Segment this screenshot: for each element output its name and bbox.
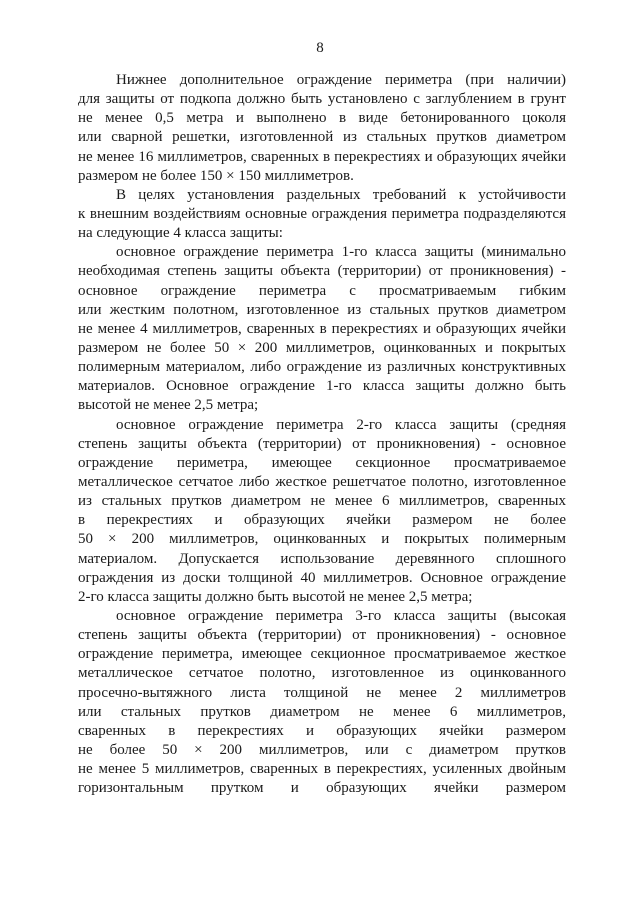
text-line: необходимая степень защиты объекта (территории) от проникновения) -	[78, 263, 566, 280]
text-line: материалом. Допускается использование деревянного сплошного	[78, 550, 566, 567]
paragraph-underground-barrier	[78, 71, 566, 186]
paragraph-class-2	[78, 416, 566, 607]
text-line: полимерным материалом, либо ограждение из различных конструктивных	[78, 359, 566, 376]
text-line: степень защиты объекта (территории) от проникновения) - основное	[78, 435, 566, 452]
text-line: в перекрестиях и образующих ячейки размером не более	[78, 512, 566, 529]
text-line: основное ограждение периметра с просматриваемым гибким	[78, 282, 566, 299]
text-line: не менее 0,5 метра и выполнено в виде бетонированного цоколя	[78, 110, 566, 127]
text-line: горизонтальным прутком и образующих ячейки размером	[78, 780, 566, 797]
document-body	[78, 71, 566, 798]
text-line: не более 50 × 200 миллиметров, или с диаметром прутков	[78, 741, 566, 758]
text-line: В целях установления раздельных требований к устойчивости	[116, 186, 566, 203]
text-line: металлическое сетчатое либо жесткое решетчатое полотно, изготовленное	[78, 473, 566, 490]
text-line: основное ограждение периметра 3-го класса защиты (высокая	[116, 607, 566, 624]
text-line: степень защиты объекта (территории) от проникновения) - основное	[78, 627, 566, 644]
page-number: 8	[316, 40, 324, 56]
text-line: на следующие 4 класса защиты:	[78, 225, 283, 242]
text-line: ограждение периметра, имеющее секционное просматриваемое жесткое	[78, 646, 566, 663]
text-line: 2-го класса защиты должно быть высотой не менее 2,5 метра;	[78, 588, 473, 605]
paragraph-class-1	[78, 243, 566, 415]
text-line: сваренных в перекрестиях и образующих ячейки размером	[78, 722, 566, 739]
text-line: размером не более 50 × 200 миллиметров, оцинкованных и покрытых	[78, 339, 566, 356]
text-line: из стальных прутков диаметром не менее 6 миллиметров, сваренных	[78, 493, 566, 510]
text-line: основное ограждение периметра 1-го класса защиты (минимально	[116, 244, 566, 261]
text-line: или сварной решетки, изготовленной из стальных прутков диаметром	[78, 129, 566, 146]
text-line: 50 × 200 миллиметров, оцинкованных и покрытых полимерным	[78, 531, 566, 548]
paragraph-protection-classes-intro	[78, 186, 566, 243]
text-line: высотой не менее 2,5 метра;	[78, 397, 259, 414]
text-line: Нижнее дополнительное ограждение периметра (при наличии)	[116, 72, 566, 88]
text-line: ограждение периметра, имеющее секционное просматриваемое	[78, 454, 566, 471]
text-line: основное ограждение периметра 2-го класса защиты (средняя	[116, 416, 566, 433]
text-line: просечно-вытяжного листа толщиной не менее 2 миллиметров	[78, 684, 566, 701]
text-line: металлическое сетчатое полотно, изготовленное из оцинкованного	[78, 665, 566, 682]
text-line: или стальных прутков диаметром не менее 6 миллиметров,	[78, 703, 566, 720]
text-line: ограждения из доски толщиной 40 миллиметров. Основное ограждение	[78, 569, 566, 586]
text-line: материалов. Основное ограждение 1-го класса защиты должно быть	[78, 378, 566, 395]
text-line: не менее 16 миллиметров, сваренных в перекрестиях и образующих ячейки	[78, 148, 566, 165]
text-line: или жестким полотном, изготовленное из стальных прутков диаметром	[78, 301, 566, 318]
text-line: не менее 5 миллиметров, сваренных в перекрестиях, усиленных двойным	[78, 761, 566, 778]
text-line: к внешним воздействиям основные ограждения периметра подразделяются	[78, 205, 566, 222]
text-line: не менее 4 миллиметров, сваренных в перекрестиях и образующих ячейки	[78, 320, 566, 337]
text-line: размером не более 150 × 150 миллиметров.	[78, 167, 354, 184]
text-line: для защиты от подкопа должно быть установлено с заглублением в грунт	[78, 91, 566, 108]
paragraph-class-3	[78, 607, 566, 798]
